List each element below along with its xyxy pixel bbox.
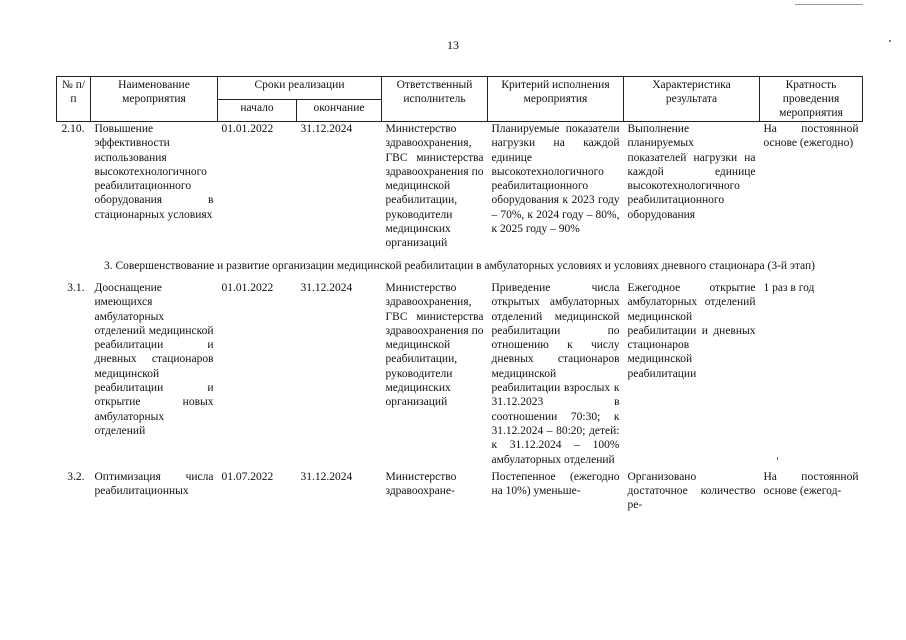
section-title: 3. Совершенствование и развитие организации медицинской реабилитации в амбулаторных условиях и условиях дневного стационара (3-й этап) xyxy=(103,259,815,272)
row-result: Ежегодное открытие амбулаторных отделений медицинской реабилитации и дневных стационаров медицинской реабилитации xyxy=(627,281,756,380)
table-row xyxy=(57,467,863,513)
page-number: 13 xyxy=(447,38,459,52)
row-criterion: Планируемые показатели нагрузки на каждой единице высокотехнологичного реабилитационного оборудования к 2023 году – 70%, к 2024 году – 80%, к 2025 году – 90% xyxy=(491,123,620,236)
row-num: 3.2. xyxy=(67,470,85,483)
header-criterion: Критерий исполнения мероприятия xyxy=(488,77,624,122)
table-header xyxy=(57,77,863,122)
header-frequency: Кратность проведения мероприятия xyxy=(760,77,863,122)
row-criterion: Приведение числа открытых амбулаторных отделений медицинской реабилитации по отношению к числу дневных стационаров медицинской реабилитации взрослых к 31.12.2023 в соотношении 70:30; к 31.12.2024 – 80:20; детей: к 31.12.2024 – 100% амбулаторных отделений xyxy=(491,281,620,466)
row-frequency: 1 раз в год xyxy=(763,281,815,294)
row-name: Повышение эффективности использования высокотехнологичного реабилитационного оборудования в стационарных условиях xyxy=(94,123,214,221)
header-num: № п/п xyxy=(57,77,91,122)
row-responsible: Министерство здравоохране- xyxy=(385,470,457,498)
table-row xyxy=(57,122,863,251)
scan-artifact-line xyxy=(795,4,863,5)
row-start: 01.01.2022 xyxy=(221,123,274,135)
row-frequency: На постоянной основе (ежегодно) xyxy=(763,123,859,150)
row-responsible: Министерство здравоохранения, ГВС министерства здравоохранения по медицинской реабилитации, руководители медицинских организаций xyxy=(385,123,484,250)
row-frequency: На постоянной основе (ежегод- xyxy=(763,470,859,498)
header-name: Наименование мероприятия xyxy=(91,77,218,122)
row-end: 31.12.2024 xyxy=(300,470,353,483)
row-responsible: Министерство здравоохранения, ГВС министерства здравоохранения по медицинской реабилитации, руководители медицинских организаций xyxy=(385,281,484,409)
measures-table xyxy=(56,76,863,513)
row-num: 3.1. xyxy=(67,281,85,294)
row-criterion: Постепенное (ежегодно на 10%) уменьше- xyxy=(491,470,620,498)
row-num: 2.10. xyxy=(61,123,85,135)
row-end: 31.12.2024 xyxy=(300,281,353,294)
table-row xyxy=(57,281,863,467)
row-name: Оптимизация числа реабилитационных xyxy=(94,470,214,498)
row-result: Организовано достаточное количество ре- xyxy=(627,470,756,512)
header-responsible: Ответственный исполнитель xyxy=(382,77,488,122)
header-start: начало xyxy=(218,99,297,122)
section-row xyxy=(57,251,863,281)
row-result: Выполнение планируемых показателей нагрузки на каждой единице высокотехнологичного реабилитационного оборудования xyxy=(627,123,756,221)
row-start: 01.01.2022 xyxy=(221,281,274,294)
row-end: 31.12.2024 xyxy=(300,123,353,135)
header-result: Характеристика результата xyxy=(624,77,760,122)
header-end: окончание xyxy=(297,99,382,122)
row-name: Дооснащение имеющихся амбулаторных отделений медицинской реабилитации и дневных стационаров медицинской реабилитации и открытие новых амбулаторных отделений xyxy=(94,281,214,437)
header-timing: Сроки реализации xyxy=(218,77,382,100)
row-start: 01.07.2022 xyxy=(221,470,274,483)
